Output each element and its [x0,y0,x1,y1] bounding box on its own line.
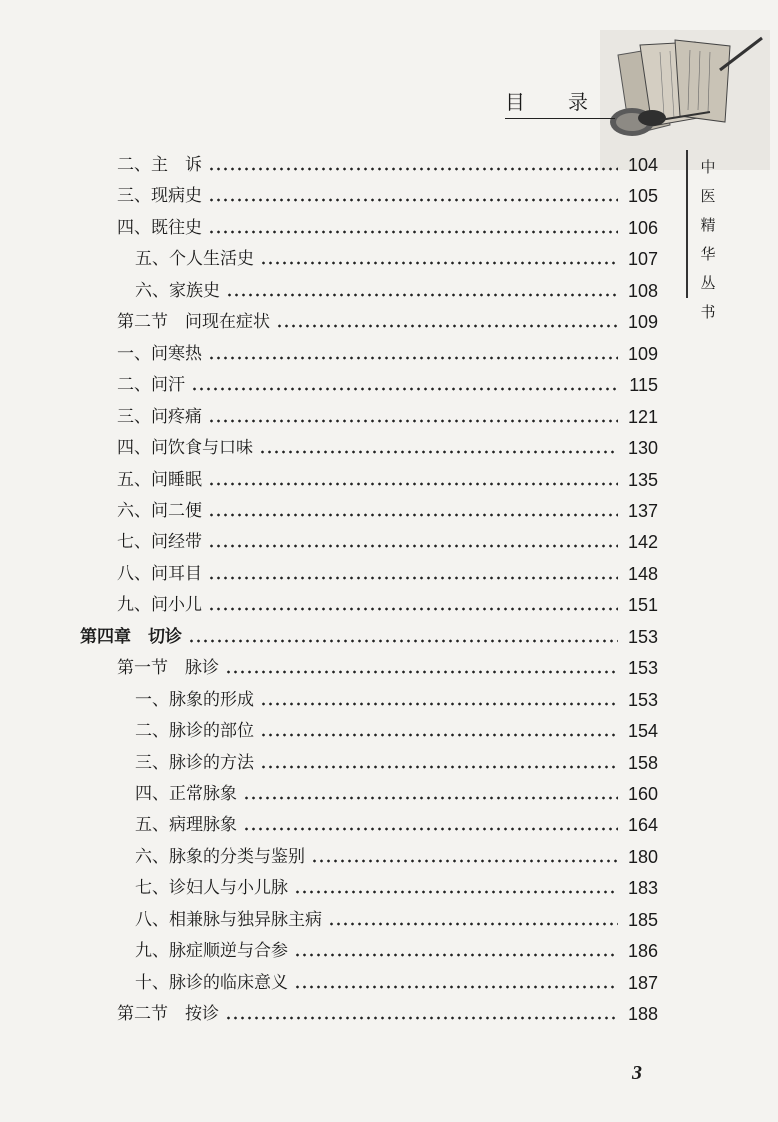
toc-leader-dots [259,433,618,463]
toc-entry-label: 第四章 切诊 [80,626,182,647]
toc-leader-dots [225,999,618,1029]
toc-entry[interactable] [0,559,778,589]
toc-entry-page: 151 [627,595,658,616]
toc-entry[interactable] [0,653,778,683]
series-char: 书 [700,303,716,321]
toc-entry-label: 一、问寒热 [117,343,202,364]
series-char: 华 [700,245,716,263]
toc-leader-dots [328,905,618,935]
toc-entry[interactable] [0,748,778,778]
toc-entry-label: 六、脉象的分类与鉴别 [135,846,305,867]
toc-entry[interactable] [0,402,778,432]
toc-entry[interactable] [0,370,778,400]
toc-entry[interactable] [0,622,778,652]
toc-entry-page: 148 [627,563,658,584]
toc-entry[interactable] [0,716,778,746]
toc-entry-page: 186 [627,941,658,962]
toc-entry[interactable] [0,527,778,557]
toc-entry[interactable] [0,968,778,998]
toc-entry[interactable] [0,842,778,872]
toc-entry-label: 第二节 按诊 [117,1004,219,1025]
toc-entry-page: 154 [627,721,658,742]
title-part-1: 目 [505,90,526,114]
toc-entry[interactable] [0,213,778,243]
toc-entry-page: 183 [627,878,658,899]
toc-leader-dots [208,213,618,243]
toc-entry-page: 105 [627,186,658,207]
toc-entry-label: 九、脉症顺逆与合参 [135,941,288,962]
toc-leader-dots [208,339,618,369]
toc-leader-dots [208,181,618,211]
toc-leader-dots [225,653,618,683]
toc-leader-dots [260,748,618,778]
toc-entry[interactable] [0,181,778,211]
toc-leader-dots [311,842,618,872]
toc-leader-dots [260,716,618,746]
books-illustration [600,30,770,170]
toc-leader-dots [260,685,618,715]
toc-entry-page: 187 [627,972,658,993]
toc-entry-label: 八、问耳目 [117,563,202,584]
toc-entry-label: 六、问二便 [117,500,202,521]
toc-entry-page: 185 [627,909,658,930]
toc-entry[interactable] [0,339,778,369]
toc-entry[interactable] [0,307,778,337]
series-char: 中 [700,158,716,176]
toc-entry-page: 153 [627,626,658,647]
toc-entry[interactable] [0,496,778,526]
toc-entry-page: 153 [627,658,658,679]
toc-entry[interactable] [0,905,778,935]
toc-leader-dots [208,150,618,180]
toc-entry-label: 三、现病史 [117,186,202,207]
page-title [505,86,615,119]
toc-entry-page: 109 [627,312,658,333]
toc-leader-dots [208,527,618,557]
toc-leader-dots [243,779,618,809]
toc-entry[interactable] [0,873,778,903]
toc-entry-page: 106 [627,217,658,238]
toc-entry-label: 四、正常脉象 [135,784,237,804]
toc-entry-page: 115 [629,375,658,396]
toc-entry[interactable] [0,999,778,1029]
toc-leader-dots [188,622,618,652]
toc-entry[interactable] [0,936,778,966]
toc-entry-label: 五、个人生活史 [135,249,254,270]
toc-entry-label: 十、脉诊的临床意义 [135,972,288,993]
toc-entry-label: 五、问睡眠 [117,469,202,490]
title-part-2: 录 [568,90,589,114]
toc-entry-page: 142 [627,532,658,553]
toc-entry-label: 七、诊妇人与小儿脉 [135,878,288,899]
toc-entry-label: 第二节 问现在症状 [117,312,270,333]
toc-entry-page: 180 [627,846,658,867]
toc-leader-dots [294,968,618,998]
toc-entry-label: 二、问汗 [117,375,185,396]
toc-entry-label: 五、病理脉象 [135,815,237,836]
toc-entry-label: 第一节 脉诊 [117,658,219,679]
toc-entry-label: 三、问疼痛 [117,406,202,427]
toc-entry-page: 121 [627,406,658,427]
toc-entry-label: 八、相兼脉与独异脉主病 [135,909,322,930]
toc-entry-label: 六、家族史 [135,280,220,301]
toc-leader-dots [276,307,618,337]
toc-leader-dots [208,590,618,620]
toc-entry-label: 三、脉诊的方法 [135,752,254,773]
toc-entry[interactable] [0,244,778,274]
toc-entry[interactable] [0,590,778,620]
toc-entry-label: 四、既往史 [117,217,202,238]
toc-entry-page: 158 [627,752,658,773]
toc-entry[interactable] [0,150,778,180]
toc-leader-dots [243,810,618,840]
toc-entry-label: 九、问小儿 [117,595,202,616]
series-char: 精 [700,216,716,234]
toc-leader-dots [191,370,618,400]
toc-leader-dots [208,465,618,495]
toc-entry-label: 四、问饮食与口味 [117,438,253,459]
toc-entry[interactable] [0,779,778,809]
toc-entry[interactable] [0,433,778,463]
page-number: 3 [632,1062,642,1084]
toc-entry[interactable] [0,685,778,715]
toc-entry-page: 135 [627,469,658,490]
toc-entry[interactable] [0,810,778,840]
toc-leader-dots [208,496,618,526]
toc-leader-dots [260,244,618,274]
series-char: 丛 [700,274,716,292]
toc-leader-dots [208,402,618,432]
toc-leader-dots [208,559,618,589]
toc-entry-page: 160 [627,784,658,804]
toc-entry-page: 108 [627,280,658,301]
toc-entry[interactable] [0,465,778,495]
toc-entry-page: 153 [627,689,658,710]
toc-entry-page: 107 [627,249,658,270]
toc-entry-page: 164 [627,815,658,836]
toc-entry-page: 109 [627,343,658,364]
series-char: 医 [700,187,716,205]
toc-entry-label: 七、问经带 [117,532,202,553]
toc-entry[interactable] [0,276,778,306]
toc-leader-dots [294,936,618,966]
toc-leader-dots [226,276,618,306]
toc-entry-label: 二、脉诊的部位 [135,721,254,742]
toc-entry-page: 137 [627,500,658,521]
toc-entry-page: 104 [627,155,658,175]
toc-entry-page: 130 [627,438,658,459]
toc-entry-label: 二、主 诉 [117,155,202,175]
toc-entry-label: 一、脉象的形成 [135,689,254,710]
toc-leader-dots [294,873,618,903]
toc-entry-page: 188 [627,1004,658,1025]
